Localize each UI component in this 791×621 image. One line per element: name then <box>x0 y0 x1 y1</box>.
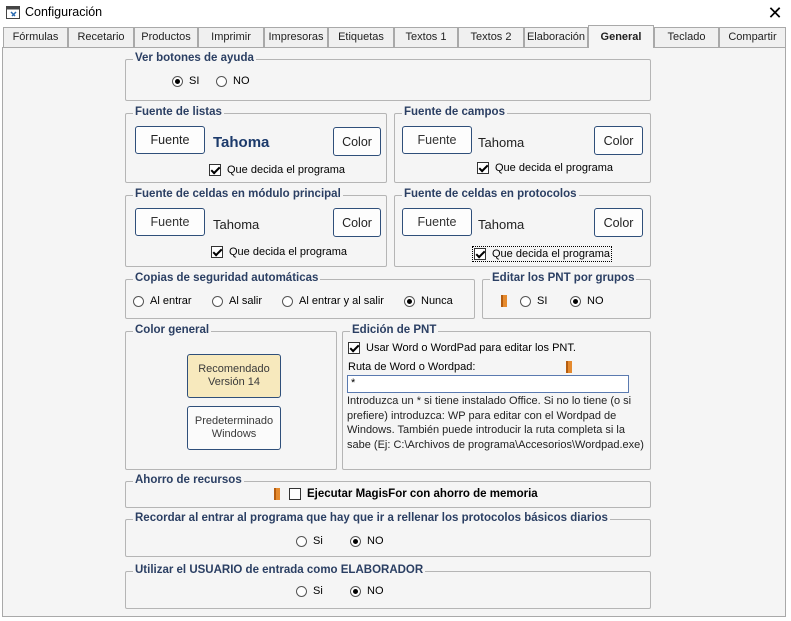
lock-icon <box>501 295 507 307</box>
checkbox-label: Que decida el programa <box>229 246 348 258</box>
radio-label: NO <box>233 75 250 87</box>
group-title: Ahorro de recursos <box>135 474 242 486</box>
radio-dot <box>282 296 293 307</box>
tab-impresoras[interactable]: Impresoras <box>264 27 328 47</box>
radio-ayuda-no[interactable] <box>216 75 250 87</box>
tab-elaboracion[interactable]: Elaboración <box>524 27 588 47</box>
radio-dot <box>216 76 227 87</box>
radio-pnt-grupos-no[interactable] <box>570 295 604 307</box>
tab-textos-1[interactable]: Textos 1 <box>394 27 458 47</box>
radio-copias-al-salir[interactable] <box>212 295 262 307</box>
group-title: Fuente de celdas en módulo principal <box>135 188 341 200</box>
group-title: Fuente de listas <box>135 106 222 118</box>
color-campos-button[interactable]: Color <box>594 126 643 155</box>
checkbox-celdas-protocolos-auto[interactable] <box>474 248 610 260</box>
fuente-celdas-principal-button[interactable]: Fuente <box>135 208 205 236</box>
color-celdas-protocolos-button[interactable]: Color <box>594 208 643 237</box>
predeterminado-button[interactable]: Predeterminado Windows <box>187 406 281 450</box>
checkbox-label: Que decida el programa <box>227 164 346 176</box>
tab-textos-2[interactable]: Textos 2 <box>458 27 524 47</box>
radio-usuario-no[interactable] <box>350 585 384 597</box>
group-recordar-protocolos <box>125 512 651 557</box>
radio-dot <box>350 536 361 547</box>
checkbox-celdas-principal-auto[interactable] <box>211 246 347 258</box>
radio-label: NO <box>367 585 384 597</box>
group-title: Recordar al entrar al programa que hay que ir a rellenar los protocolos básicos diarios <box>135 512 608 524</box>
group-ver-botones-ayuda <box>125 52 651 101</box>
group-pnt-grupos <box>482 272 651 319</box>
tab-formulas[interactable]: Fórmulas <box>3 27 68 47</box>
checkbox-label: Que decida el programa <box>495 162 614 174</box>
checkbox-box <box>348 342 360 354</box>
checkbox-box <box>209 164 221 176</box>
tab-etiquetas[interactable]: Etiquetas <box>328 27 394 47</box>
radio-label: Nunca <box>421 295 453 307</box>
radio-label: Al entrar y al salir <box>299 295 384 307</box>
fuente-campos-button[interactable]: Fuente <box>402 126 472 154</box>
radio-dot <box>296 586 307 597</box>
tab-compartir[interactable]: Compartir <box>719 27 786 47</box>
edicion-pnt-info-text: Introduzca un * si tiene instalado Office. Si no lo tiene (o si prefiere) introduzca: WP para editar con el Wordpad de Windows. También puede introducir la ruta completa si la sabe (Ej: C:\Archivos de programa\Accesorios\Wordpad.exe) <box>347 395 644 451</box>
group-title: Editar los PNT por grupos <box>492 272 635 284</box>
group-title: Copias de seguridad automáticas <box>135 272 319 284</box>
group-title: Edición de PNT <box>352 324 437 336</box>
group-title: Ver botones de ayuda <box>135 52 254 64</box>
tab-imprimir[interactable]: Imprimir <box>198 27 264 47</box>
fuente-celdas-protocolos-button[interactable]: Fuente <box>402 208 472 236</box>
radio-recordar-no[interactable] <box>350 535 384 547</box>
checkbox-box <box>474 248 486 260</box>
group-title: Fuente de campos <box>404 106 505 118</box>
radio-label: Al salir <box>229 295 263 307</box>
radio-label: NO <box>367 535 384 547</box>
radio-label: Si <box>313 535 323 547</box>
group-title: Color general <box>135 324 210 336</box>
group-title: Utilizar el USUARIO de entrada como ELABORADOR <box>135 564 424 576</box>
radio-dot <box>296 536 307 547</box>
checkbox-box <box>289 488 301 500</box>
tab-general[interactable]: General <box>588 25 654 48</box>
radio-copias-al-entrar[interactable] <box>133 295 192 307</box>
window-title: Configuración <box>25 5 103 19</box>
ruta-word-label: Ruta de Word o Wordpad: <box>348 361 476 373</box>
checkbox-box <box>211 246 223 258</box>
radio-ayuda-si[interactable] <box>172 75 199 87</box>
checkbox-label: Que decida el programa <box>492 248 611 260</box>
tab-productos[interactable]: Productos <box>134 27 198 47</box>
fuente-listas-button[interactable]: Fuente <box>135 126 205 154</box>
checkbox-campos-auto[interactable] <box>477 162 613 174</box>
group-usuario-elaborador <box>125 564 651 609</box>
checkbox-listas-auto[interactable] <box>209 164 345 176</box>
lock-icon <box>274 488 280 500</box>
radio-dot <box>172 76 183 87</box>
radio-label: Al entrar <box>150 295 192 307</box>
fuente-celdas-principal-name: Tahoma <box>213 217 260 232</box>
tab-teclado[interactable]: Teclado <box>654 27 719 47</box>
radio-label: SI <box>189 75 200 87</box>
lock-icon <box>566 361 572 373</box>
radio-pnt-grupos-si[interactable] <box>520 295 547 307</box>
radio-label: SI <box>537 295 548 307</box>
checkbox-label: Ejecutar MagisFor con ahorro de memoria <box>307 488 538 500</box>
tab-recetario[interactable]: Recetario <box>68 27 134 47</box>
close-icon[interactable]: ✕ <box>767 3 783 23</box>
title-bar <box>0 0 791 26</box>
radio-dot <box>520 296 531 307</box>
radio-copias-entrar-salir[interactable] <box>282 295 384 307</box>
color-listas-button[interactable]: Color <box>333 127 381 156</box>
fuente-campos-name: Tahoma <box>478 135 525 150</box>
checkbox-usar-word[interactable] <box>348 342 576 354</box>
settings-window-icon <box>6 6 20 19</box>
radio-recordar-si[interactable] <box>296 535 323 547</box>
checkbox-box <box>477 162 489 174</box>
checkbox-label: Usar Word o WordPad para editar los PNT. <box>366 342 576 354</box>
radio-dot <box>350 586 361 597</box>
radio-label: NO <box>587 295 604 307</box>
radio-dot <box>570 296 581 307</box>
fuente-listas-name: Tahoma <box>213 134 270 151</box>
radio-dot <box>133 296 144 307</box>
radio-copias-nunca[interactable] <box>404 295 453 307</box>
radio-dot <box>404 296 415 307</box>
radio-usuario-si[interactable] <box>296 585 323 597</box>
group-title: Fuente de celdas en protocolos <box>404 188 577 200</box>
ruta-word-input[interactable]: * <box>347 375 629 393</box>
fuente-celdas-protocolos-name: Tahoma <box>478 217 525 232</box>
checkbox-ahorro-memoria[interactable] <box>289 488 538 500</box>
radio-dot <box>212 296 223 307</box>
color-celdas-principal-button[interactable]: Color <box>333 208 381 237</box>
radio-label: Si <box>313 585 323 597</box>
recomendado-button[interactable]: Recomendado Versión 14 <box>187 354 281 398</box>
